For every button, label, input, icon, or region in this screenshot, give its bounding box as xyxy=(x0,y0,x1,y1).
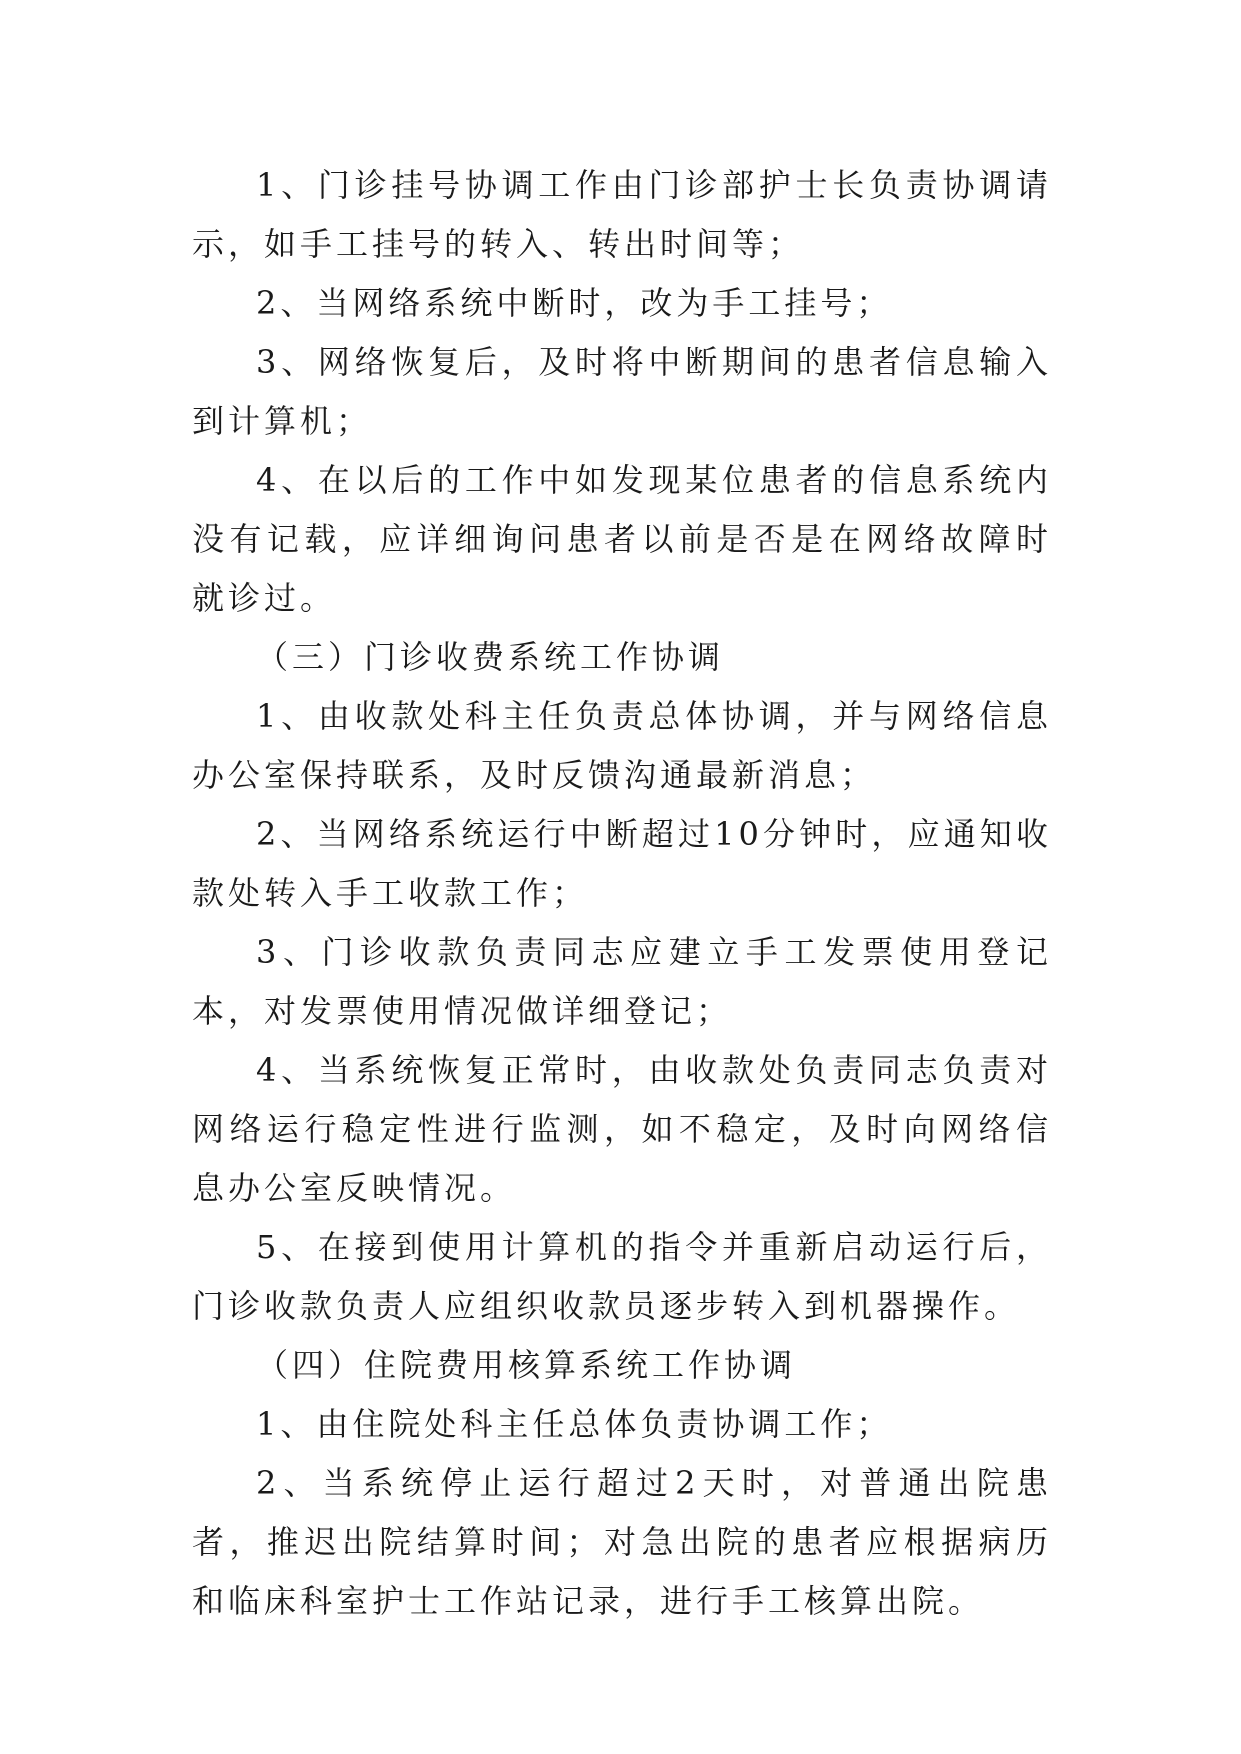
paragraph-billing-5: 5、在接到使用计算机的指令并重新启动运行后，门诊收款负责人应组织收款员逐步转入到机器操作。 xyxy=(192,1228,1052,1325)
paragraph-billing-4: 4、当系统恢复正常时，由收款处负责同志负责对网络运行稳定性进行监测，如不稳定，及时向网络信息办公室反映情况。 xyxy=(192,1051,1052,1207)
paragraph-billing-1: 1、由收款处科主任负责总体协调，并与网络信息办公室保持联系，及时反馈沟通最新消息； xyxy=(192,697,1052,794)
paragraph-inpatient-2: 2、当系统停止运行超过2天时，对普通出院患者，推迟出院结算时间；对急出院的患者应根据病历和临床科室护士工作站记录，进行手工核算出院。 xyxy=(192,1464,1052,1620)
section-heading-4: （四）住院费用核算系统工作协调 xyxy=(256,1346,797,1384)
section-heading-3: （三）门诊收费系统工作协调 xyxy=(256,638,725,676)
paragraph-billing-2: 2、当网络系统运行中断超过10分钟时，应通知收款处转入手工收款工作； xyxy=(192,815,1052,912)
paragraph-registration-4: 4、在以后的工作中如发现某位患者的信息系统内没有记载，应详细询问患者以前是否是在网络故障时就诊过。 xyxy=(192,461,1052,617)
paragraph-billing-3: 3、门诊收款负责同志应建立手工发票使用登记本，对发票使用情况做详细登记； xyxy=(192,933,1052,1030)
paragraph-registration-1: 1、门诊挂号协调工作由门诊部护士长负责协调请示，如手工挂号的转入、转出时间等； xyxy=(192,166,1052,263)
paragraph-registration-3: 3、网络恢复后，及时将中断期间的患者信息输入到计算机； xyxy=(192,343,1052,440)
document-body xyxy=(192,156,1052,1631)
paragraph-inpatient-1: 1、由住院处科主任总体负责协调工作； xyxy=(256,1405,893,1443)
paragraph-registration-2: 2、当网络系统中断时，改为手工挂号； xyxy=(256,284,893,322)
